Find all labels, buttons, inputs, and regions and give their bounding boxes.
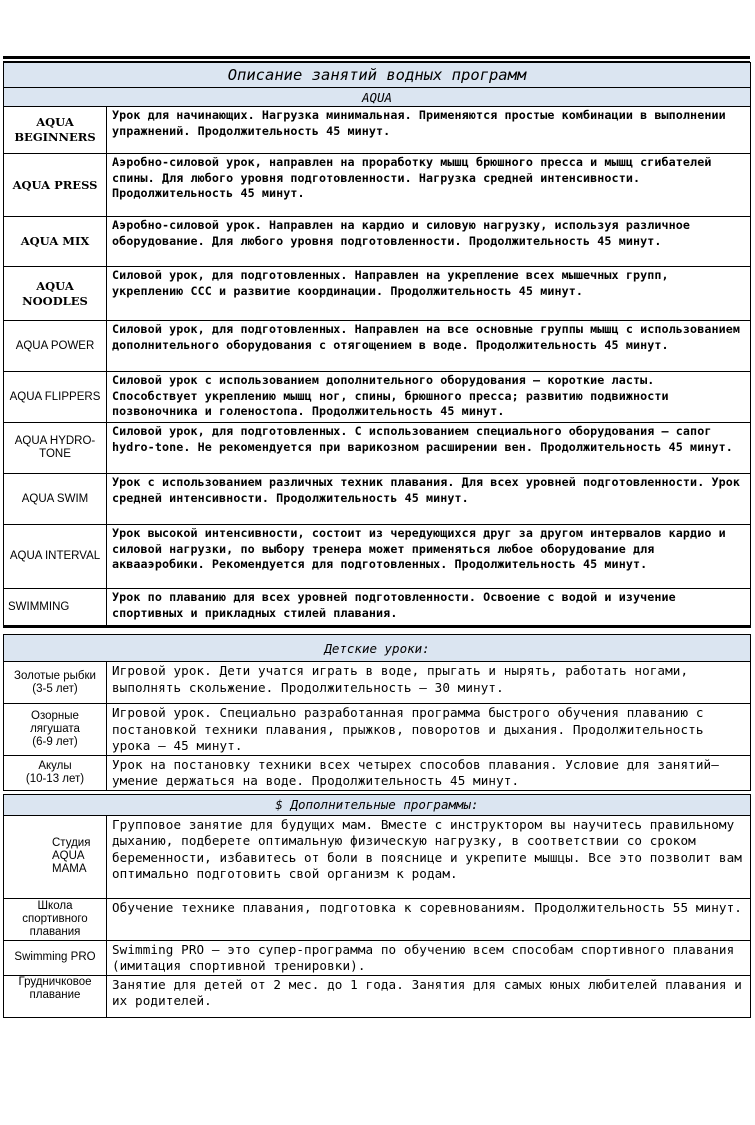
table-row	[4, 755, 751, 790]
table-row	[4, 704, 751, 756]
program-description: Силовой урок, для подготовленных. Направлен на укрепление всех мышечных групп, укреплению ССС и развитие координации. Продолжительность 45 минут.	[107, 267, 751, 321]
table-row	[4, 267, 751, 321]
kids-program-description: Урок на постановку техники всех четырех способов плавания. Условие для занятий– умение держаться на воде. Продолжительность 45 минут.	[107, 755, 751, 790]
table-row	[4, 321, 751, 372]
kids-program-description: Игровой урок. Дети учатся играть в воде, прыгать и нырять, работать ногами, выполнять скольжение. Продолжительность – 30 минут.	[107, 662, 751, 704]
program-name: AQUA MIX	[20, 234, 90, 248]
aqua-section-heading: AQUA	[4, 88, 751, 107]
table-row	[4, 662, 751, 704]
table-row	[4, 423, 751, 474]
program-description: Урок по плаванию для всех уровней подготовленности. Освоение с водой и изучение спортивных и прикладных стилей плавания.	[107, 589, 751, 627]
program-name: AQUA NOODLES	[22, 278, 88, 308]
programs-table	[3, 62, 751, 1018]
table-row	[4, 154, 751, 217]
program-name: AQUA SWIM	[4, 474, 107, 525]
table-row	[4, 217, 751, 267]
kids-program-name: Золотые рыбки	[14, 669, 96, 682]
extra-program-description: Групповое занятие для будущих мам. Вместе с инструктором вы научитесь правильному дыханию, подберете оптимальную физическую нагрузку, в соответствии со сроком беременности, избавитесь от боли в пояснице и укрепите мышцы. Все это позволит вам оптимально подготовить свой организм к родам.	[107, 815, 751, 898]
extra-program-name: Swimming PRO	[4, 940, 107, 975]
extra-section-heading: $ Дополнительные программы:	[4, 794, 751, 815]
table-row	[4, 975, 751, 1017]
document-title: Описание занятий водных программ	[4, 63, 751, 88]
extra-program-name: Школа спортивного плавания	[4, 898, 107, 940]
program-name: AQUA INTERVAL	[4, 525, 107, 589]
kids-program-description: Игровой урок. Специально разработанная программа быстрого обучения плаванию с постановкой техники плавания, прыжков, поворотов и дыхания. Продолжительность урока – 45 минут.	[107, 704, 751, 756]
extra-program-description: Занятие для детей от 2 мес. до 1 года. Занятия для самых юных любителей плавания и их родителей.	[107, 975, 751, 1017]
program-description: Аэробно-силовой урок, направлен на проработку мышц брюшного пресса и мышц сгибателей спины. Для любого уровня подготовленности. Нагрузка средней интенсивности. Продолжительность 45 минут.	[107, 154, 751, 217]
program-name: AQUA BEGINNERS	[14, 115, 96, 144]
kids-section-heading: Детские уроки:	[4, 635, 751, 662]
program-name: AQUA PRESS	[12, 177, 98, 192]
program-description: Урок для начинающих. Нагрузка минимальная. Применяются простые комбинации в выполнении упражнений. Продолжительность 45 минут.	[107, 107, 751, 154]
program-description: Силовой урок с использованием дополнительного оборудования – короткие ласты. Способствует укреплению мышц ног, спины, брюшного пресса; развитию подвижности позвоночника и голеностопа. Продолжительность 45 минут.	[107, 372, 751, 423]
extra-program-description: Обучение технике плавания, подготовка к соревнованиям. Продолжительность 55 минут.	[107, 898, 751, 940]
program-description: Урок высокой интенсивности, состоит из чередующихся друг за другом интервалов кардио и силовой нагрузки, по выбору тренера может применяться любое оборудование для аквааэробики. Рекомендуется для подготовленных. Продолжительность 45 минут.	[107, 525, 751, 589]
program-description: Силовой урок, для подготовленных. Направлен на все основные группы мышц с использованием дополнительного оборудования с отягощением в воде. Продолжительность 45 минут.	[107, 321, 751, 372]
table-row	[4, 474, 751, 525]
program-name: AQUA HYDRO-TONE	[4, 423, 107, 474]
section-divider	[4, 627, 751, 635]
kids-program-age: (6-9 лет)	[32, 735, 78, 748]
program-description: Силовой урок, для подготовленных. С использованием специального оборудования – сапог hydro-tone. Не рекомендуется при варикозном расширении вен. Продолжительность 45 минут.	[107, 423, 751, 474]
program-name: SWIMMING	[4, 589, 107, 627]
extra-program-name: Студия AQUA MAMA	[4, 815, 107, 898]
table-row	[4, 940, 751, 975]
program-name: AQUA FLIPPERS	[4, 372, 107, 423]
table-row	[4, 372, 751, 423]
extra-program-name: Грудничковое плавание	[4, 975, 107, 1017]
table-row	[4, 525, 751, 589]
kids-program-name: Озорные лягушата	[30, 709, 80, 735]
program-name: AQUA POWER	[4, 321, 107, 372]
kids-program-age: (10-13 лет)	[25, 772, 85, 785]
extra-program-description: Swimming PRO – это супер-программа по обучению всем способам спортивного плавания (имитация спортивной тренировки).	[107, 940, 751, 975]
table-row	[4, 107, 751, 154]
table-row	[4, 898, 751, 940]
table-row	[4, 815, 751, 898]
table-row	[4, 589, 751, 627]
program-description: Аэробно-силовой урок. Направлен на кардио и силовую нагрузку, используя различное оборудование. Для любого уровня подготовленности. Продолжительность 45 минут.	[107, 217, 751, 267]
program-description: Урок с использованием различных техник плавания. Для всех уровней подготовленности. Урок средней интенсивности. Продолжительность 45 минут.	[107, 474, 751, 525]
kids-program-age: (3-5 лет)	[32, 682, 78, 695]
document-page	[3, 56, 750, 1018]
kids-program-name: Акулы	[38, 759, 72, 772]
